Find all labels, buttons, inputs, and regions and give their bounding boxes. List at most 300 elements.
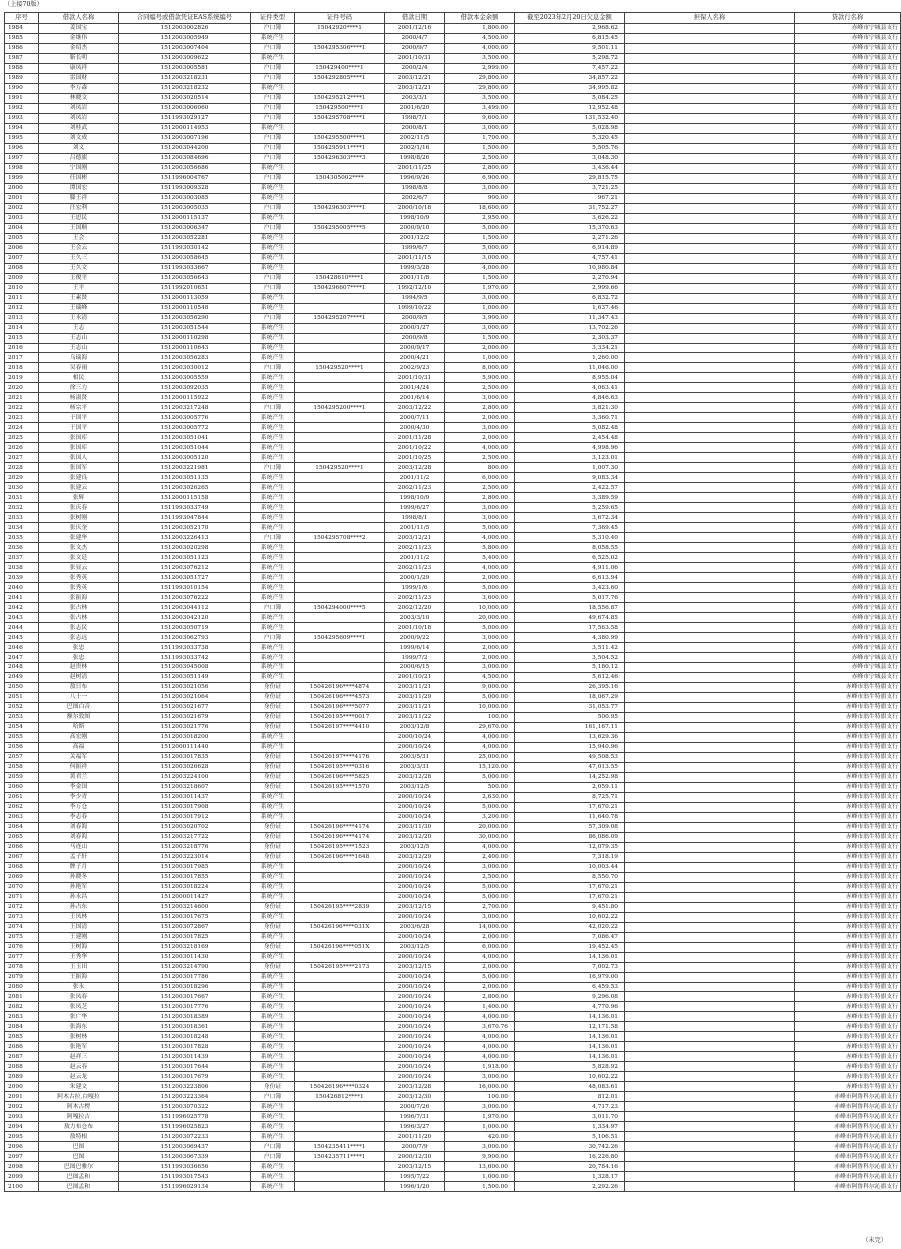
cell-interest: 4,846.63 (515, 393, 625, 403)
cell-id-type: 系统产生 (251, 872, 295, 882)
cell-interest: 8,550.70 (515, 872, 625, 882)
cell-id-number (295, 493, 385, 503)
cell-contract-no: 1512003018361 (119, 1022, 251, 1032)
col-header-no: 序号 (5, 13, 39, 24)
table-row (5, 603, 901, 613)
cell-contract-no: 1512003005949 (119, 33, 251, 43)
cell-interest: 5,084.25 (515, 93, 625, 103)
cell-id-type: 系统产生 (251, 952, 295, 962)
cell-contract-no: 1512003051544 (119, 323, 251, 333)
cell-row-no: 2050 (5, 682, 39, 692)
cell-branch: 赤峰市宁城县支行 (795, 73, 901, 83)
cell-branch: 赤峰市宁城县支行 (795, 133, 901, 143)
cell-row-no: 2062 (5, 802, 39, 812)
cell-borrower: 宁国刚 (39, 163, 119, 173)
cell-principal: 4,000.00 (445, 1052, 515, 1062)
cell-guarantor (625, 1092, 795, 1102)
cell-id-type: 系统产生 (251, 1062, 295, 1072)
cell-guarantor (625, 992, 795, 1002)
cell-row-no: 2087 (5, 1052, 39, 1062)
cell-branch: 赤峰市翁牛特旗支行 (795, 882, 901, 892)
cell-id-type: 系统产生 (251, 353, 295, 363)
cell-interest: 18,556.87 (515, 603, 625, 613)
cell-id-number (295, 433, 385, 443)
cell-branch: 赤峰市宁城县支行 (795, 183, 901, 193)
cell-borrower: 刘凤岩 (39, 113, 119, 123)
cell-borrower: 张占林 (39, 613, 119, 623)
cell-id-number (295, 33, 385, 43)
cell-guarantor (625, 533, 795, 543)
cell-id-number (295, 323, 385, 333)
table-row (5, 123, 901, 133)
cell-id-number (295, 992, 385, 1002)
cell-branch: 赤峰市宁城县支行 (795, 393, 901, 403)
cell-row-no: 2045 (5, 633, 39, 643)
cell-interest: 6,525.02 (515, 553, 625, 563)
cell-guarantor (625, 323, 795, 333)
cell-guarantor (625, 1052, 795, 1062)
cell-contract-no: 1512003051135 (119, 473, 251, 483)
cell-principal: 2,500.00 (445, 453, 515, 463)
cell-id-type: 户口簿 (251, 103, 295, 113)
cell-borrower: 张艳军 (39, 1042, 119, 1052)
cell-row-no: 2025 (5, 433, 39, 443)
cell-id-type: 系统产生 (251, 972, 295, 982)
cell-id-number: 1504296607****1 (295, 283, 385, 293)
table-row (5, 563, 901, 573)
cell-interest: 7,318.19 (515, 852, 625, 862)
cell-row-no: 2061 (5, 792, 39, 802)
cell-interest: 9,296.08 (515, 992, 625, 1002)
cell-borrower: 王秀华 (39, 952, 119, 962)
cell-branch: 赤峰市阿鲁科尔沁旗支行 (795, 1122, 901, 1132)
cell-principal: 2,000.00 (445, 982, 515, 992)
cell-contract-no: 1511996004767 (119, 173, 251, 183)
table-row (5, 942, 901, 952)
cell-guarantor (625, 1062, 795, 1072)
table-row (5, 663, 901, 673)
table-row (5, 762, 901, 772)
cell-id-type: 系统产生 (251, 423, 295, 433)
cell-id-type: 身份证 (251, 962, 295, 972)
cell-id-number (295, 862, 385, 872)
cell-row-no: 2021 (5, 393, 39, 403)
cell-row-no: 2071 (5, 892, 39, 902)
table-row (5, 1112, 901, 1122)
cell-id-type: 户口簿 (251, 73, 295, 83)
cell-guarantor (625, 173, 795, 183)
cell-borrower: 王永清 (39, 313, 119, 323)
cell-row-no: 2038 (5, 563, 39, 573)
cell-id-number (295, 53, 385, 63)
cell-loan-date: 1999/1/6 (385, 583, 445, 593)
cell-contract-no: 1512003062793 (119, 633, 251, 643)
cell-branch: 赤峰市阿鲁科尔沁旗支行 (795, 1092, 901, 1102)
cell-branch: 赤峰市宁城县支行 (795, 43, 901, 53)
cell-id-number (295, 1102, 385, 1112)
table-row (5, 672, 901, 682)
cell-principal: 20,000.00 (445, 613, 515, 623)
cell-loan-date: 2002/6/7 (385, 193, 445, 203)
cell-loan-date: 2001/11/5 (385, 523, 445, 533)
table-row (5, 233, 901, 243)
cell-contract-no: 1511992010651 (119, 283, 251, 293)
cell-loan-date: 2000/10/24 (385, 1062, 445, 1072)
cell-id-type: 系统产生 (251, 433, 295, 443)
cell-interest: 2,270.94 (515, 273, 625, 283)
table-row (5, 293, 901, 303)
cell-id-number (295, 1182, 385, 1192)
cell-borrower: 杨宗平 (39, 403, 119, 413)
table-row (5, 1062, 901, 1072)
cell-guarantor (625, 233, 795, 243)
cell-guarantor (625, 872, 795, 882)
cell-branch: 赤峰市宁城县支行 (795, 313, 901, 323)
cell-id-type: 系统产生 (251, 393, 295, 403)
cell-branch: 赤峰市宁城县支行 (795, 343, 901, 353)
cell-id-number (295, 613, 385, 623)
cell-principal: 1,970.00 (445, 1112, 515, 1122)
cell-interest: 8,058.55 (515, 543, 625, 553)
cell-borrower: 八十一 (39, 692, 119, 702)
cell-branch: 赤峰市翁牛特旗支行 (795, 832, 901, 842)
cell-contract-no: 1512003226413 (119, 533, 251, 543)
cell-principal: 3,000.00 (445, 663, 515, 673)
cell-row-no: 2059 (5, 772, 39, 782)
cell-id-type: 户口簿 (251, 603, 295, 613)
table-row (5, 463, 901, 473)
cell-loan-date: 2000/10/24 (385, 992, 445, 1002)
cell-borrower: 王久三 (39, 253, 119, 263)
cell-guarantor (625, 722, 795, 732)
cell-loan-date: 2000/10/24 (385, 1042, 445, 1052)
cell-id-type: 身份证 (251, 1082, 295, 1092)
cell-borrower: 高宏刚 (39, 732, 119, 742)
cell-id-number: 1504295207****1 (295, 313, 385, 323)
cell-interest: 17,670.21 (515, 882, 625, 892)
cell-branch: 赤峰市翁牛特旗支行 (795, 732, 901, 742)
cell-id-type: 身份证 (251, 702, 295, 712)
cell-contract-no: 1512003092035 (119, 383, 251, 393)
cell-contract-no: 1512003072233 (119, 1132, 251, 1142)
cell-interest: 161,167.11 (515, 722, 625, 732)
cell-id-number (295, 932, 385, 942)
cell-id-type: 户口簿 (251, 1092, 295, 1102)
cell-interest: 47,013.55 (515, 762, 625, 772)
table-row (5, 772, 901, 782)
cell-interest: 12,079.35 (515, 842, 625, 852)
cell-branch: 赤峰市宁城县支行 (795, 513, 901, 523)
cell-principal: 2,000.00 (445, 413, 515, 423)
cell-interest: 5,259.65 (515, 503, 625, 513)
cell-principal: 20,000.00 (445, 822, 515, 832)
cell-branch: 赤峰市宁城县支行 (795, 213, 901, 223)
cell-contract-no: 1512000011427 (119, 892, 251, 902)
cell-row-no: 2053 (5, 712, 39, 722)
cell-row-no: 2034 (5, 523, 39, 533)
cell-id-number: 1504295306****1 (295, 43, 385, 53)
cell-guarantor (625, 1002, 795, 1012)
cell-contract-no: 1512003056686 (119, 163, 251, 173)
cell-principal: 10,000.00 (445, 702, 515, 712)
cell-id-number (295, 1062, 385, 1072)
cell-principal: 4,000.00 (445, 563, 515, 573)
cell-id-type: 户口簿 (251, 273, 295, 283)
cell-interest: 3,821.30 (515, 403, 625, 413)
cell-guarantor (625, 982, 795, 992)
cell-interest: 57,309.08 (515, 822, 625, 832)
cell-principal: 2,000.00 (445, 653, 515, 663)
cell-row-no: 2016 (5, 343, 39, 353)
cell-row-no: 2046 (5, 643, 39, 653)
cell-row-no: 2065 (5, 832, 39, 842)
cell-principal: 2,500.00 (445, 483, 515, 493)
cell-borrower: 马连山 (39, 842, 119, 852)
cell-contract-no: 1512003005772 (119, 423, 251, 433)
cell-guarantor (625, 952, 795, 962)
cell-interest: 17,670.21 (515, 892, 625, 902)
cell-principal: 6,000.00 (445, 942, 515, 952)
cell-guarantor (625, 942, 795, 952)
cell-contract-no: 1511996025823 (119, 1122, 251, 1132)
table-row (5, 243, 901, 253)
cell-branch: 赤峰市宁城县支行 (795, 173, 901, 183)
cell-borrower: 何振祥 (39, 762, 119, 772)
cell-principal: 2,000.00 (445, 932, 515, 942)
cell-interest: 5,106.51 (515, 1132, 625, 1142)
cell-principal: 2,950.00 (445, 213, 515, 223)
cell-branch: 赤峰市宁城县支行 (795, 303, 901, 313)
cell-loan-date: 2000/9/7 (385, 43, 445, 53)
cell-id-type: 身份证 (251, 922, 295, 932)
cell-loan-date: 2000/4/21 (385, 353, 445, 363)
cell-id-type: 系统产生 (251, 543, 295, 553)
cell-borrower: 李金国 (39, 782, 119, 792)
table-row (5, 493, 901, 503)
cell-loan-date: 2000/10/24 (385, 1032, 445, 1042)
cell-interest: 1,334.97 (515, 1122, 625, 1132)
cell-id-number (295, 1022, 385, 1032)
cell-guarantor (625, 433, 795, 443)
cell-id-number: 1504295609****1 (295, 633, 385, 643)
cell-loan-date: 1996/1/20 (385, 1182, 445, 1192)
cell-borrower: 巴图孟和 (39, 1182, 119, 1192)
cell-loan-date: 2003/12/29 (385, 852, 445, 862)
cell-interest: 6,914.89 (515, 243, 625, 253)
cell-principal: 15,120.00 (445, 762, 515, 772)
cell-row-no: 2001 (5, 193, 39, 203)
cell-branch: 赤峰市阿鲁科尔沁旗支行 (795, 1112, 901, 1122)
cell-contract-no: 1512003006060 (119, 103, 251, 113)
cell-principal: 3,000.00 (445, 183, 515, 193)
cell-principal: 3,499.00 (445, 103, 515, 113)
cell-contract-no: 1512000110298 (119, 333, 251, 343)
cell-guarantor (625, 972, 795, 982)
continuation-note-bottom: （未完） (862, 1237, 887, 1244)
cell-contract-no: 1512003056643 (119, 273, 251, 283)
cell-loan-date: 2000/10/24 (385, 1052, 445, 1062)
cell-interest: 2,303.37 (515, 333, 625, 343)
cell-guarantor (625, 902, 795, 912)
cell-id-type: 系统产生 (251, 1162, 295, 1172)
cell-loan-date: 2000/12/30 (385, 1152, 445, 1162)
cell-principal: 4,000.00 (445, 43, 515, 53)
cell-branch: 赤峰市翁牛特旗支行 (795, 912, 901, 922)
cell-branch: 赤峰市宁城县支行 (795, 233, 901, 243)
cell-interest: 2,059.11 (515, 782, 625, 792)
cell-id-type: 户口簿 (251, 63, 295, 73)
cell-contract-no: 1511993047844 (119, 513, 251, 523)
cell-id-type: 系统产生 (251, 183, 295, 193)
cell-guarantor (625, 483, 795, 493)
cell-loan-date: 1996/9/26 (385, 173, 445, 183)
cell-contract-no: 1512000110643 (119, 343, 251, 353)
cell-borrower: 赵祥三 (39, 1052, 119, 1062)
cell-id-type: 系统产生 (251, 802, 295, 812)
cell-guarantor (625, 862, 795, 872)
cell-guarantor (625, 712, 795, 722)
cell-principal: 4,000.00 (445, 1012, 515, 1022)
cell-borrower: 王会云 (39, 243, 119, 253)
table-row (5, 1032, 901, 1042)
cell-interest: 14,136.01 (515, 1042, 625, 1052)
cell-row-no: 2052 (5, 702, 39, 712)
cell-branch: 赤峰市阿鲁科尔沁旗支行 (795, 1162, 901, 1172)
cell-borrower: 刘文成 (39, 133, 119, 143)
cell-id-type: 系统产生 (251, 483, 295, 493)
cell-id-number: 150426197****4176 (295, 752, 385, 762)
table-row (5, 1182, 901, 1192)
cell-principal: 2,800.00 (445, 493, 515, 503)
cell-id-type: 系统产生 (251, 553, 295, 563)
cell-id-type: 系统产生 (251, 583, 295, 593)
cell-branch: 赤峰市翁牛特旗支行 (795, 1002, 901, 1012)
cell-row-no: 2086 (5, 1042, 39, 1052)
cell-row-no: 2026 (5, 443, 39, 453)
cell-contract-no: 1512003067339 (119, 1152, 251, 1162)
col-header-interest: 截至2023年2月20日欠息金额 (515, 13, 625, 24)
cell-contract-no: 1512003021677 (119, 702, 251, 712)
cell-id-type: 系统产生 (251, 613, 295, 623)
cell-guarantor (625, 343, 795, 353)
cell-branch: 赤峰市宁城县支行 (795, 403, 901, 413)
table-row (5, 832, 901, 842)
cell-contract-no: 1512003017835 (119, 752, 251, 762)
cell-guarantor (625, 73, 795, 83)
cell-branch: 赤峰市翁牛特旗支行 (795, 902, 901, 912)
cell-id-number: 150429520****1 (295, 363, 385, 373)
cell-guarantor (625, 822, 795, 832)
cell-interest: 12,171.58 (515, 1022, 625, 1032)
cell-principal: 2,500.00 (445, 383, 515, 393)
cell-branch: 赤峰市翁牛特旗支行 (795, 752, 901, 762)
cell-loan-date: 2000/10/24 (385, 892, 445, 902)
table-row (5, 263, 901, 273)
cell-branch: 赤峰市宁城县支行 (795, 283, 901, 293)
cell-borrower: 刘凤岩 (39, 103, 119, 113)
cell-principal: 5,000.00 (445, 243, 515, 253)
cell-borrower: 徐三力 (39, 383, 119, 393)
cell-loan-date: 2000/9/8 (385, 333, 445, 343)
cell-borrower: 张志远 (39, 633, 119, 643)
cell-row-no: 2085 (5, 1032, 39, 1042)
cell-id-number: 1504295005****5 (295, 223, 385, 233)
cell-id-type: 系统产生 (251, 663, 295, 673)
cell-principal: 5,000.00 (445, 223, 515, 233)
cell-principal: 3,000.00 (445, 123, 515, 133)
cell-interest: 2,422.57 (515, 483, 625, 493)
cell-loan-date: 2003/12/8 (385, 722, 445, 732)
cell-id-number (295, 1172, 385, 1182)
cell-id-type: 系统产生 (251, 882, 295, 892)
cell-principal: 14,000.00 (445, 922, 515, 932)
table-row (5, 353, 901, 363)
cell-contract-no: 1512003044200 (119, 143, 251, 153)
cell-id-number: 150426196****031X (295, 922, 385, 932)
cell-branch: 赤峰市翁牛特旗支行 (795, 952, 901, 962)
cell-borrower: 王瑞峰 (39, 303, 119, 313)
cell-branch: 赤峰市宁城县支行 (795, 363, 901, 373)
cell-branch: 赤峰市翁牛特旗支行 (795, 872, 901, 882)
cell-contract-no: 1512003052281 (119, 233, 251, 243)
cell-contract-no: 1512003045008 (119, 663, 251, 673)
cell-branch: 赤峰市翁牛特旗支行 (795, 1022, 901, 1032)
cell-borrower: 王平 (39, 283, 119, 293)
cell-loan-date: 2001/11/15 (385, 253, 445, 263)
cell-branch: 赤峰市宁城县支行 (795, 672, 901, 682)
cell-borrower: 王志山 (39, 333, 119, 343)
table-row (5, 732, 901, 742)
cell-id-number: 150426196****5077 (295, 702, 385, 712)
cell-interest: 3,721.25 (515, 183, 625, 193)
cell-interest: 30,742.26 (515, 1142, 625, 1152)
cell-contract-no: 1512003005035 (119, 203, 251, 213)
cell-row-no: 2049 (5, 672, 39, 682)
cell-contract-no: 1512003017644 (119, 1062, 251, 1072)
cell-id-number (295, 1002, 385, 1012)
cell-contract-no: 1511993033749 (119, 503, 251, 513)
cell-borrower: 于国平 (39, 413, 119, 423)
cell-borrower: 王会 (39, 233, 119, 243)
cell-loan-date: 2000/10/24 (385, 882, 445, 892)
cell-loan-date: 2000/7/11 (385, 413, 445, 423)
cell-row-no: 1984 (5, 24, 39, 34)
cell-borrower: 张秀英 (39, 573, 119, 583)
cell-principal: 30,000.00 (445, 832, 515, 842)
cell-interest: 6,815.45 (515, 33, 625, 43)
cell-principal: 2,500.00 (445, 872, 515, 882)
cell-id-type: 户口簿 (251, 203, 295, 213)
cell-id-number (295, 303, 385, 313)
table-row (5, 24, 901, 34)
table-header-row (5, 13, 901, 24)
cell-id-type: 户口簿 (251, 1142, 295, 1152)
cell-id-type: 户口簿 (251, 133, 295, 143)
table-row (5, 912, 901, 922)
cell-row-no: 2048 (5, 663, 39, 673)
cell-principal: 4,000.00 (445, 263, 515, 273)
cell-loan-date: 1994/9/5 (385, 293, 445, 303)
cell-loan-date: 2000/10/24 (385, 862, 445, 872)
cell-borrower: 谭国宏 (39, 183, 119, 193)
table-row (5, 952, 901, 962)
table-row (5, 253, 901, 263)
cell-loan-date: 2001/11/2 (385, 553, 445, 563)
cell-contract-no: 1512003020514 (119, 93, 251, 103)
table-row (5, 413, 901, 423)
cell-principal: 5,000.00 (445, 802, 515, 812)
cell-loan-date: 2003/5/31 (385, 752, 445, 762)
